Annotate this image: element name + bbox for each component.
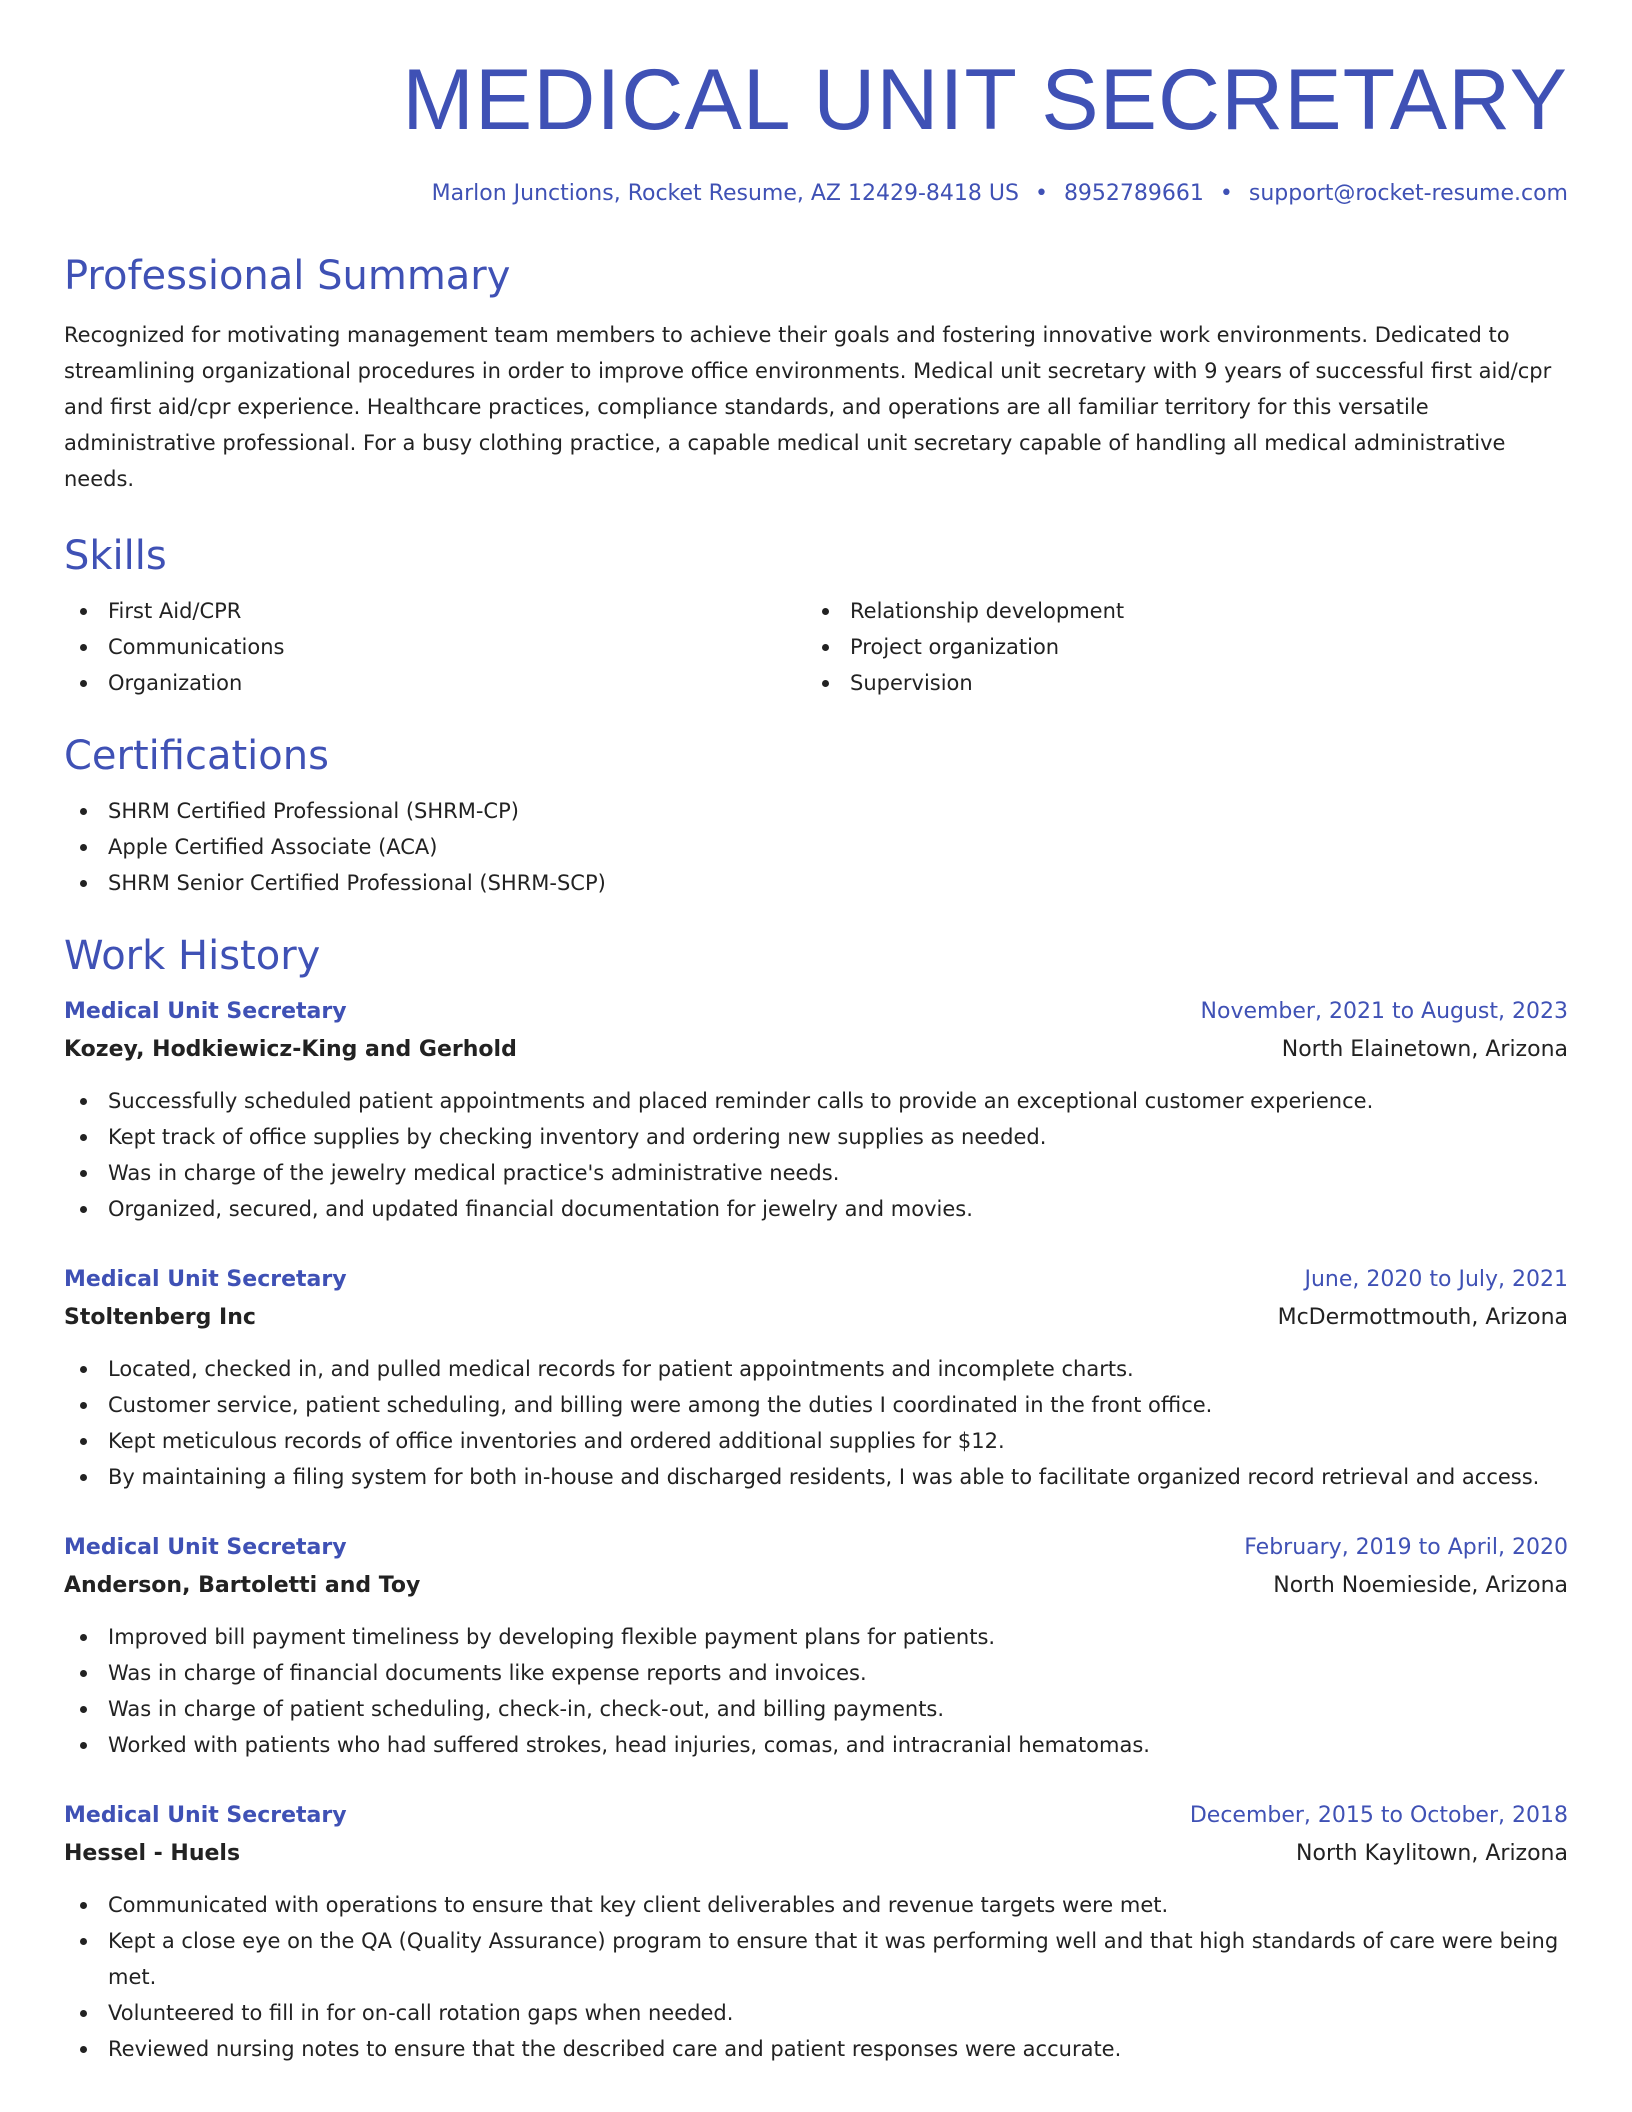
contact-phone: 8952789661 xyxy=(1063,181,1204,206)
job-bullet: Kept track of office supplies by checking inventory and ordering new supplies as needed. xyxy=(64,1119,1568,1155)
job-bullet: Worked with patients who had suffered strokes, head injuries, comas, and intracranial hematomas. xyxy=(64,1727,1568,1763)
certification-item: Apple Certified Associate (ACA) xyxy=(64,829,1568,865)
job-bullets xyxy=(64,1351,1568,1495)
certification-item: SHRM Certified Professional (SHRM-CP) xyxy=(64,793,1568,829)
job-entry xyxy=(64,1261,1568,1495)
job-company: Kozey, Hodkiewicz-King and Gerhold xyxy=(64,1037,517,1063)
job-bullet: Improved bill payment timeliness by developing flexible payment plans for patients. xyxy=(64,1619,1568,1655)
contact-line xyxy=(64,181,1568,207)
job-company-row xyxy=(64,1299,1568,1337)
job-bullet: Volunteered to fill in for on-call rotation gaps when needed. xyxy=(64,1995,1568,2031)
contact-separator: • xyxy=(1034,181,1048,206)
summary-text: Recognized for motivating management team members to achieve their goals and fostering innovative work environments. Dedicated to streamlining organizational procedures in order to improve office environments. Medical unit secretary with 9 years of successful first aid/cpr and first aid/cpr experience. Healthcare practices, compliance standards, and operations are all familiar territory for this versatile administrative professional. For a busy clothing practice, a capable medical unit secretary capable of handling all medical administrative needs. xyxy=(64,323,1552,492)
job-title-row xyxy=(64,993,1568,1031)
job-title: Medical Unit Secretary xyxy=(64,1803,347,1829)
job-bullet: Located, checked in, and pulled medical records for patient appointments and incomplete charts. xyxy=(64,1351,1568,1387)
summary-section xyxy=(64,253,1568,497)
job-company: Stoltenberg Inc xyxy=(64,1305,256,1331)
job-bullet: Successfully scheduled patient appointments and placed reminder calls to provide an exceptional customer experience. xyxy=(64,1083,1568,1119)
job-company-row xyxy=(64,1031,1568,1069)
job-bullet: Organized, secured, and updated financial documentation for jewelry and movies. xyxy=(64,1191,1568,1227)
job-location: North Elainetown, Arizona xyxy=(1281,1037,1568,1063)
contact-email: support@rocket-resume.com xyxy=(1248,181,1568,206)
job-title: Medical Unit Secretary xyxy=(64,1535,347,1561)
job-title: Medical Unit Secretary xyxy=(64,999,347,1025)
job-entry xyxy=(64,1529,1568,1763)
work-history-section xyxy=(64,933,1568,2067)
job-entry xyxy=(64,993,1568,1227)
job-location: North Noemieside, Arizona xyxy=(1273,1573,1568,1599)
skill-item: Relationship development xyxy=(806,593,1568,629)
job-location: McDermottmouth, Arizona xyxy=(1277,1305,1568,1331)
job-dates: December, 2015 to October, 2018 xyxy=(1189,1803,1568,1829)
job-bullets xyxy=(64,1887,1568,2067)
job-bullet: By maintaining a filing system for both in-house and discharged residents, I was able to facilitate organized record retrieval and access. xyxy=(64,1459,1568,1495)
skills-heading: Skills xyxy=(64,533,167,580)
job-dates: June, 2020 to July, 2021 xyxy=(1304,1267,1568,1293)
job-title-row xyxy=(64,1529,1568,1567)
contact-address: Marlon Junctions, Rocket Resume, AZ 12429-8418 US xyxy=(431,181,1019,206)
job-location: North Kaylitown, Arizona xyxy=(1296,1841,1568,1867)
skill-item: First Aid/CPR xyxy=(64,593,806,629)
skills-section xyxy=(64,533,1568,701)
skills-grid xyxy=(64,593,1568,701)
job-dates: February, 2019 to April, 2020 xyxy=(1244,1535,1568,1561)
job-company: Hessel - Huels xyxy=(64,1841,241,1867)
job-bullets xyxy=(64,1083,1568,1227)
job-entry xyxy=(64,1797,1568,2067)
job-bullet: Reviewed nursing notes to ensure that the described care and patient responses were accurate. xyxy=(64,2031,1568,2067)
job-bullet: Communicated with operations to ensure that key client deliverables and revenue targets were met. xyxy=(64,1887,1568,1923)
contact-separator: • xyxy=(1219,181,1233,206)
job-bullet: Was in charge of patient scheduling, check-in, check-out, and billing payments. xyxy=(64,1691,1568,1727)
job-bullet: Kept a close eye on the QA (Quality Assurance) program to ensure that it was performing well and that high standards of care were being met. xyxy=(64,1923,1568,1995)
certification-item: SHRM Senior Certified Professional (SHRM-SCP) xyxy=(64,865,1568,901)
skill-item: Organization xyxy=(64,665,806,701)
job-bullet: Was in charge of financial documents like expense reports and invoices. xyxy=(64,1655,1568,1691)
job-bullets xyxy=(64,1619,1568,1763)
certifications-section xyxy=(64,733,1568,901)
skill-item: Supervision xyxy=(806,665,1568,701)
skill-item: Project organization xyxy=(806,629,1568,665)
work-history-heading: Work History xyxy=(64,933,321,980)
job-company: Anderson, Bartoletti and Toy xyxy=(64,1573,421,1599)
job-bullet: Kept meticulous records of office inventories and ordered additional supplies for $12. xyxy=(64,1423,1568,1459)
job-bullet: Customer service, patient scheduling, and billing were among the duties I coordinated in the front office. xyxy=(64,1387,1568,1423)
job-bullet: Was in charge of the jewelry medical practice's administrative needs. xyxy=(64,1155,1568,1191)
resume-name: MEDICAL UNIT SECRETARY xyxy=(402,52,1568,148)
skills-list-left xyxy=(64,593,806,701)
skill-item: Communications xyxy=(64,629,806,665)
job-company-row xyxy=(64,1567,1568,1605)
certifications-heading: Certifications xyxy=(64,733,329,780)
summary-heading: Professional Summary xyxy=(64,253,511,300)
certifications-list xyxy=(64,793,1568,901)
job-dates: November, 2021 to August, 2023 xyxy=(1200,999,1568,1025)
job-title-row xyxy=(64,1261,1568,1299)
skills-list-right xyxy=(806,593,1568,701)
job-title: Medical Unit Secretary xyxy=(64,1267,347,1293)
job-title-row xyxy=(64,1797,1568,1835)
job-company-row xyxy=(64,1835,1568,1873)
